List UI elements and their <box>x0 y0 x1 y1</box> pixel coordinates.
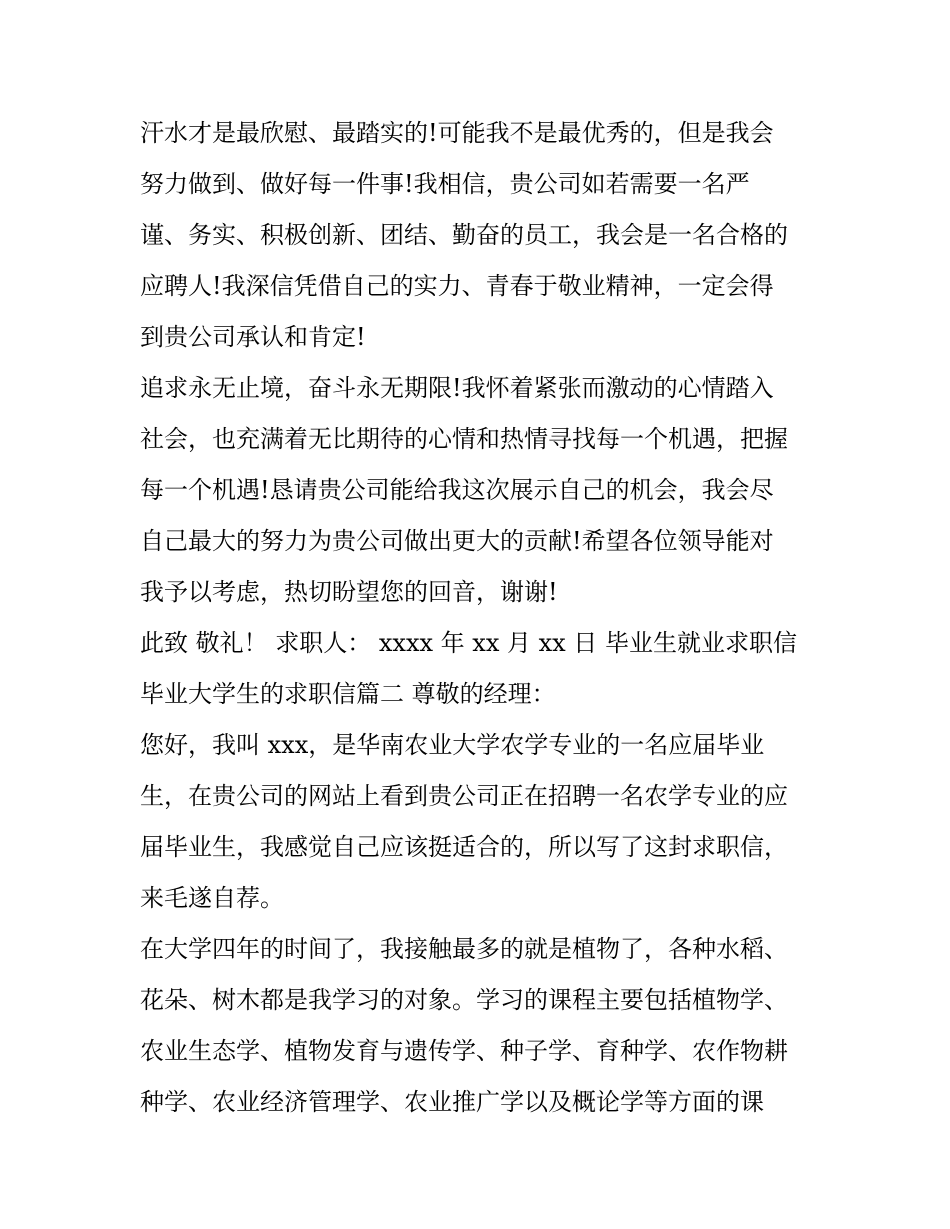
text-line: 种学、农业经济管理学、农业推广学以及概论学等方面的课 <box>140 1088 764 1116</box>
text-line: 汗水才是最欣慰、最踏实的!可能我不是最优秀的，但是我会 <box>140 119 774 147</box>
text-line: 努力做到、做好每一件事!我相信，贵公司如若需要一名严 <box>140 170 750 198</box>
text-line: 我予以考虑，热切盼望您的回音，谢谢! <box>140 578 558 606</box>
text-line: 应聘人!我深信凭借自己的实力、青春于敬业精神，一定会得 <box>140 272 774 300</box>
text-line: 到贵公司承认和肯定! <box>140 323 366 351</box>
text-line: 毕业大学生的求职信篇二 尊敬的经理： <box>140 680 556 708</box>
text-line: 在大学四年的时间了，我接触最多的就是植物了，各种水稻、 <box>140 935 788 963</box>
text-line: 农业生态学、植物发育与遗传学、种子学、育种学、农作物耕 <box>140 1037 788 1065</box>
text-line: 追求永无止境，奋斗永无期限!我怀着紧张而激动的心情踏入 <box>140 374 774 402</box>
text-line: 谨、务实、积极创新、团结、勤奋的员工，我会是一名合格的 <box>140 221 788 249</box>
text-line: 来毛遂自荐。 <box>140 884 284 912</box>
text-line: 您好，我叫 xxx，是华南农业大学农学专业的一名应届毕业 <box>140 731 765 759</box>
text-line: 花朵、树木都是我学习的对象。学习的课程主要包括植物学、 <box>140 986 788 1014</box>
text-line: 此致 敬礼！ 求职人： xxxx 年 xx 月 xx 日 毕业生就业求职信 <box>140 629 797 657</box>
text-line: 生，在贵公司的网站上看到贵公司正在招聘一名农学专业的应 <box>140 782 788 810</box>
text-line: 每一个机遇!恳请贵公司能给我这次展示自己的机会，我会尽 <box>140 476 774 504</box>
document-body <box>140 108 830 1128</box>
text-line: 届毕业生，我感觉自己应该挺适合的，所以写了这封求职信， <box>140 833 788 861</box>
text-line: 自己最大的努力为贵公司做出更大的贡献!希望各位领导能对 <box>140 527 774 555</box>
text-line: 社会，也充满着无比期待的心情和热情寻找每一个机遇，把握 <box>140 425 788 453</box>
